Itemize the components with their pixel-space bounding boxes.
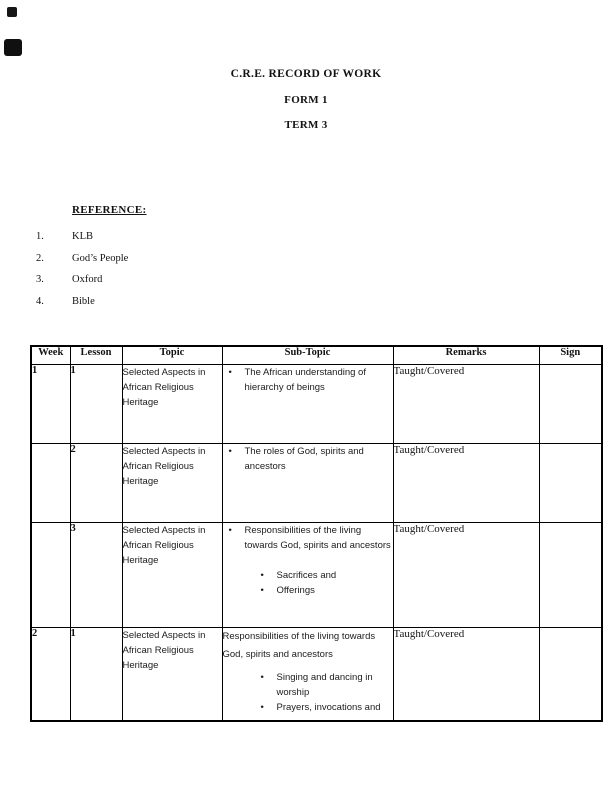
document-headings [0,68,612,131]
cell-subtopic [222,628,393,721]
table-row [31,628,602,721]
column-header-subtopic: Sub-Topic [222,346,393,365]
term-subtitle: TERM 3 [284,119,328,131]
cell-remarks: Taught/Covered [393,365,539,444]
list-item [36,296,336,318]
reference-list [36,231,336,317]
cell-remarks: Taught/Covered [393,628,539,721]
cell-remarks: Taught/Covered [393,523,539,628]
cell-sign [539,444,602,523]
scan-artifact [4,39,22,56]
cell-subtopic [222,365,393,444]
list-item-label: KLB [72,231,93,242]
cell-week: 1 [31,365,70,444]
table-row [31,365,602,444]
cell-lesson: 3 [70,523,122,628]
bullet-item: • The African understanding of hierarchy of beings [223,365,393,395]
cell-lesson: 1 [70,628,122,721]
list-item-label: God’s People [72,252,129,264]
list-item [36,253,336,275]
table-row [31,444,602,523]
sub-bullet-item: • Sacrifices and [223,568,393,583]
cell-lesson: 1 [70,365,122,444]
list-item-number: 4. [36,295,44,307]
table-header-row [31,346,602,365]
list-item-label: Bible [72,295,95,307]
list-item-number: 3. [36,274,44,285]
list-item [36,274,336,296]
cell-topic: Selected Aspects in African Religious Heritage [122,523,222,628]
list-item-label: Oxford [72,274,103,285]
scan-artifact [7,7,17,17]
column-header-lesson: Lesson [70,346,122,365]
sub-bullet-item: • Singing and dancing in worship [223,670,393,700]
column-header-week: Week [31,346,70,365]
cell-topic: Selected Aspects in African Religious Heritage [122,444,222,523]
table-row [31,523,602,628]
cell-sign [539,628,602,721]
reference-heading: REFERENCE: [72,204,147,216]
column-header-topic: Topic [122,346,222,365]
form-subtitle: FORM 1 [284,94,328,106]
cell-subtopic [222,444,393,523]
record-of-work-table [30,345,603,722]
column-header-remarks: Remarks [393,346,539,365]
list-item-number: 2. [36,252,44,264]
list-item-number: 1. [36,231,44,242]
column-header-sign: Sign [539,346,602,365]
cell-remarks: Taught/Covered [393,444,539,523]
sub-bullet-group [223,670,393,715]
cell-week: 2 [31,628,70,721]
sub-bullet-group [223,568,393,598]
bullet-item: • Responsibilities of the living towards God, spirits and ancestors [223,523,393,553]
list-item [36,231,336,253]
cell-week [31,523,70,628]
cell-topic: Selected Aspects in African Religious Heritage [122,365,222,444]
bullet-item: • The roles of God, spirits and ancestors [223,444,393,474]
cell-subtopic [222,523,393,628]
sub-bullet-item: • Offerings [223,583,393,598]
cell-lesson: 2 [70,444,122,523]
page-title: C.R.E. RECORD OF WORK [230,68,382,80]
cell-sign [539,365,602,444]
cell-week [31,444,70,523]
subtopic-paragraph: Responsibilities of the living towards God, spirits and ancestors [222,631,376,660]
cell-sign [539,523,602,628]
cell-topic: Selected Aspects in African Religious Heritage [122,628,222,721]
sub-bullet-item: • Prayers, invocations and [223,700,393,715]
